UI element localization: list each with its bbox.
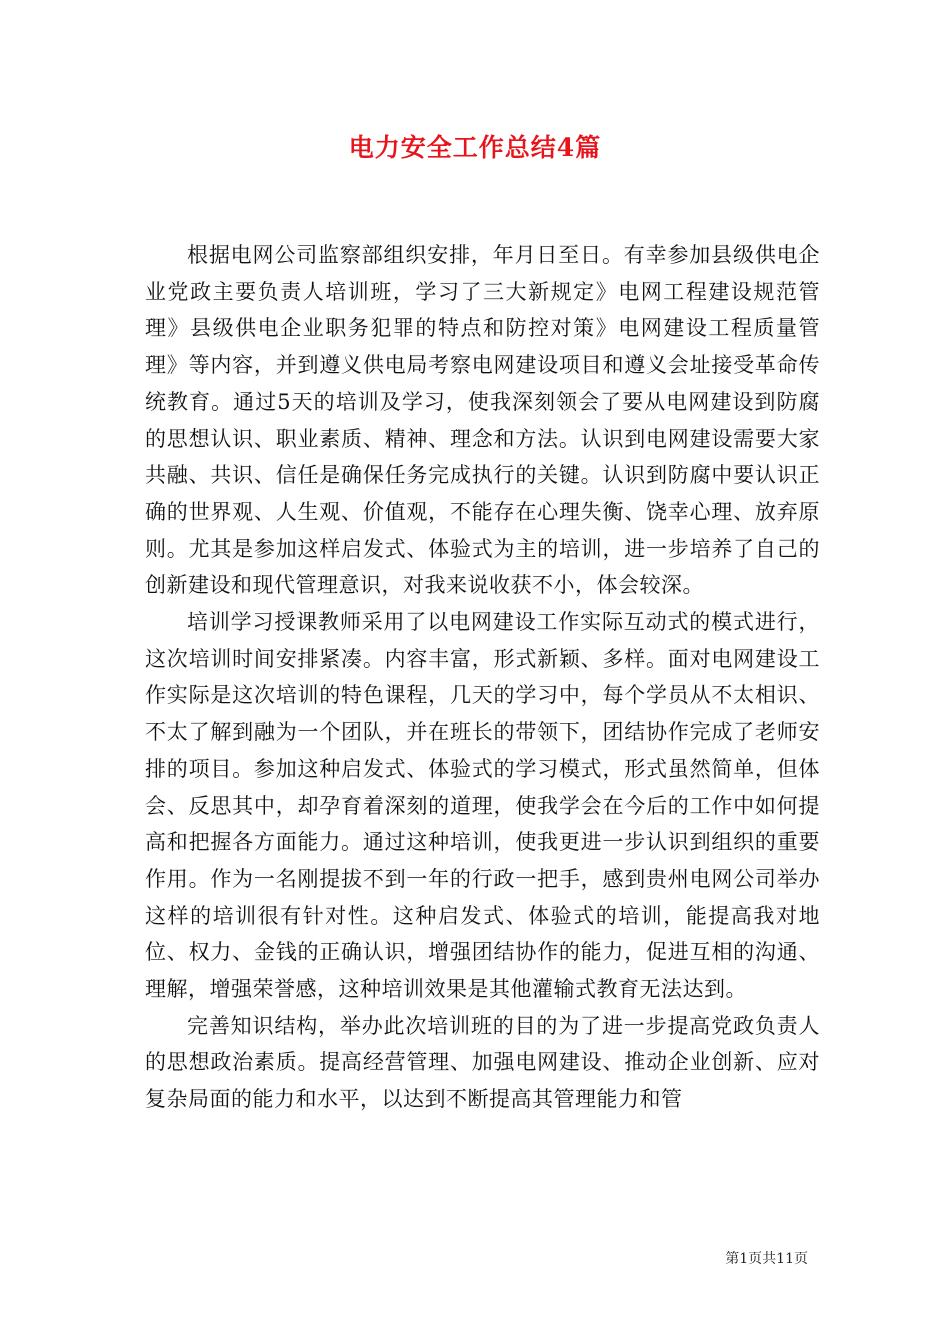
document-title: 电力安全工作总结4篇 xyxy=(348,133,602,162)
document-body xyxy=(145,237,820,1118)
paragraph-3: 完善知识结构，举办此次培训班的目的为了进一步提高党政负责人的思想政治素质。提高经营管理、加强电网建设、推动企业创新、应对复杂局面的能力和水平，以达到不断提高其管理能力和管 xyxy=(145,1013,820,1112)
page-number-footer: 第1页共11页 xyxy=(725,1251,808,1267)
paragraph-2: 培训学习授课教师采用了以电网建设工作实际互动式的模式进行，这次培训时间安排紧凑。内容丰富，形式新颖、多样。面对电网建设工作实际是这次培训的特色课程，几天的学习中，每个学员从不太相识、不太了解到融为一个团队，并在班长的带领下，团结协作完成了老师安排的项目。参加这种启发式、体验式的学习模式，形式虽然简单，但体会、反思其中，却孕育着深刻的道理，使我学会在今后的工作中如何提高和把握各方面能力。通过这种培训，使我更进一步认识到组织的重要作用。作为一名刚提拔不到一年的行政一把手，感到贵州电网公司举办这样的培训很有针对性。这种启发式、体验式的培训，能提高我对地位、权力、金钱的正确认识，增强团结协作的能力，促进互相的沟通、理解，增强荣誉感，这种培训效果是其他灌输式教育无法达到。 xyxy=(145,610,820,1002)
paragraph-1: 根据电网公司监察部组织安排，年月日至日。有幸参加县级供电企业党政主要负责人培训班，学习了三大新规定》电网工程建设规范管理》县级供电企业职务犯罪的特点和防控对策》电网建设工程质量管理》等内容，并到遵义供电局考察电网建设项目和遵义会址接受革命传统教育。通过5天的培训及学习，使我深刻领会了要从电网建设到防腐的思想认识、职业素质、精神、理念和方法。认识到电网建设需要大家共融、共识、信任是确保任务完成执行的关键。认识到防腐中要认识正确的世界观、人生观、价值观，不能存在心理失衡、饶幸心理、放弃原则。尤其是参加这样启发式、体验式为主的培训，进一步培养了自己的创新建设和现代管理意识，对我来说收获不小，体会较深。 xyxy=(145,243,820,598)
